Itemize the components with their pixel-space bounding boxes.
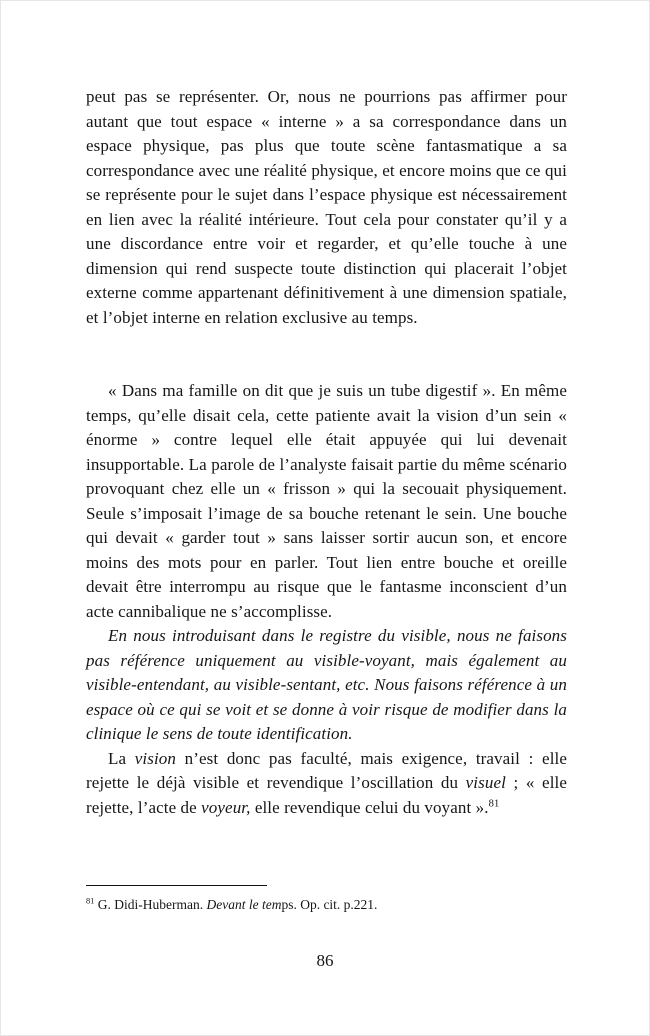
footnote: $^{81}$ G. Didi-Huberman. Devant le temps. Op. cit. p.221.	[86, 896, 378, 912]
footnote-block	[86, 885, 567, 913]
page-number: 86	[316, 951, 334, 970]
main-text-block	[86, 85, 567, 820]
body-paragraph: La vision n’est donc pas faculté, mais exigence, travail : elle rejette le déjà visible et revendique l’oscillation du visuel ; « elle rejette, l’acte de voyeur, elle revendique celui du voyant ».$^{81}$	[86, 748, 567, 817]
body-paragraph: « Dans ma famille on dit que je suis un tube digestif ». En même temps, qu’elle disait cela, cette patiente avait la vision d’un sein « énorme » contre lequel elle était appuyée qui lui devenait insupportable. La parole de l’analyste faisait partie du même scénario provoquant chez elle un « frisson » qui la secouait physiquement. Seule s’imposait l’image de sa bouche retenant le sein. Une bouche qui devait « garder tout » sans laisser sortir aucun son, et encore moins des mots pour en parler. Tout lien entre bouche et oreille devait être interrompu au risque que le fantasme inconscient d’un acte cannibalique ne s’accomplisse.	[86, 381, 567, 621]
footnote-divider	[86, 885, 267, 886]
body-paragraph-italic: En nous introduisant dans le registre du visible, nous ne faisons pas référence uniquement au visible-voyant, mais également au visible-entendant, au visible-sentant, etc. Nous faisons référence à un espace où ce qui se voit et se donne à voir risque de modifier dans la clinique le sens de toute identification.	[86, 626, 567, 743]
body-paragraph: peut pas se représenter. Or, nous ne pourrions pas affirmer pour autant que tout espace « interne » a sa correspondance dans un espace physique, pas plus que toute scène fantasmatique a sa correspondance avec une réalité physique, et encore moins que ce qui se représente pour le sujet dans l’espace physique est nécessairement en lien avec la réalité intérieure. Tout cela pour constater qu’il y a une discordance entre voir et regarder, et qu’elle touche à une dimension qui rend suspecte toute distinction qui placerait l’objet externe comme appartenant définitivement à une dimension spatiale, et l’objet interne en relation exclusive au temps.	[86, 87, 567, 327]
